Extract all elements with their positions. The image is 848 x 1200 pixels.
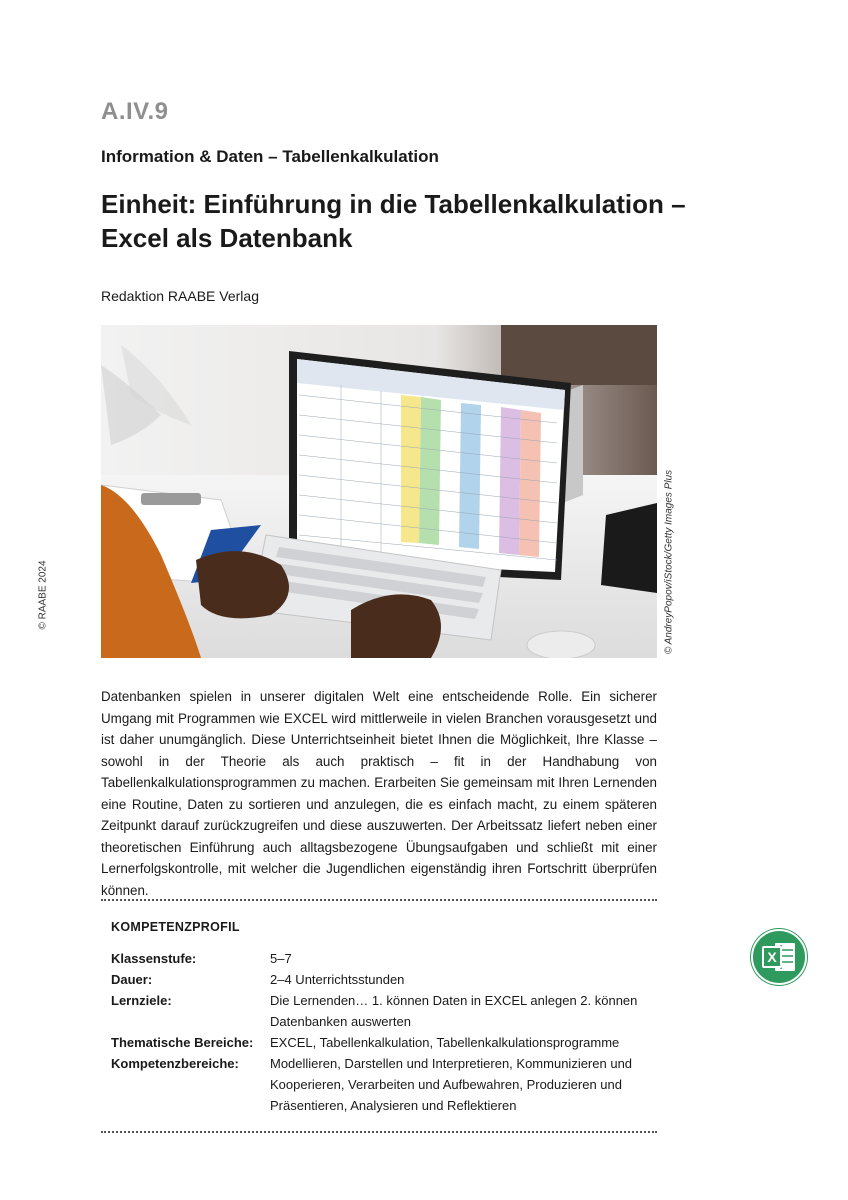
kompetenz-row (111, 1032, 657, 1053)
kompetenz-row (111, 969, 657, 990)
title-line-2: Excel als Datenbank (101, 223, 353, 253)
excel-icon-letter: X (767, 949, 777, 965)
kompetenz-label: Klassenstufe: (111, 951, 197, 966)
excel-badge (750, 928, 808, 986)
photo-credit-vertical: © AndreyPopov/iStock/Getty Images Plus (663, 469, 675, 655)
divider-top (101, 899, 657, 901)
kompetenz-label: Dauer: (111, 972, 153, 987)
kompetenz-value: EXCEL, Tabellenkalkulation, Tabellenkalkulationsprogramme (270, 1035, 620, 1050)
subject-heading: Information & Daten – Tabellenkalkulation (101, 147, 439, 166)
kompetenz-label: Thematische Bereiche: (111, 1035, 254, 1050)
kompetenz-value: 2–4 Unterrichtsstunden (270, 972, 405, 987)
divider-bottom (101, 1131, 657, 1133)
laptop-photo (101, 325, 657, 658)
excel-icon (750, 928, 808, 986)
kompetenz-label: Lernziele: (111, 993, 172, 1008)
kompetenz-value: Modellieren, Darstellen und Interpretieren, Kommunizieren und Kooperieren, Verarbeiten und Aufbewahren, Produzieren und Präsentieren, Analysieren und Reflektieren (270, 1056, 633, 1113)
kompetenz-value: 5–7 (270, 951, 292, 966)
kompetenz-label: Kompetenzbereiche: (111, 1056, 239, 1071)
kompetenz-value: Die Lernenden… 1. können Daten in EXCEL anlegen 2. können Datenbanken auswerten (270, 993, 638, 1029)
author: Redaktion RAABE Verlag (101, 288, 259, 304)
kompetenzprofil-heading: KOMPETENZPROFIL (111, 920, 240, 934)
page-title (101, 187, 701, 255)
unit-code: A.IV.9 (101, 98, 169, 125)
kompetenz-row (111, 990, 657, 1032)
title-line-1: Einheit: Einführung in die Tabellenkalkulation – (101, 189, 686, 219)
copyright-vertical: © RAABE 2024 (37, 560, 49, 630)
kompetenz-row (111, 1053, 657, 1116)
kompetenzprofil-table (111, 948, 657, 1116)
intro-paragraph: Datenbanken spielen in unserer digitalen Welt eine entscheidende Rolle. Ein sicherer Umgang mit Programmen wie EXCEL wird mittlerweile in vielen Branchen vorausgesetzt und ist daher unumgänglich. Diese Unterrichtseinheit bietet Ihnen die Möglichkeit, Ihre Klasse – sowohl in der Theorie als auch praktisch – fit in der Handhabung von Tabellenkalkulationsprogrammen zu machen. Erarbeiten Sie gemeinsam mit Ihren Lernenden eine Routine, Daten zu sortieren und anzulegen, die es einfach macht, zu einem späteren Zeitpunkt darauf zurückzugreifen und diese auszuwerten. Der Arbeitssatz liefert neben einer theoretischen Einführung auch alltagsbezogene Übungsaufgaben und schließt mit einer Lernerfolgskontrolle, mit welcher die Jugendlichen eigenständig ihren Fortschritt überprüfen können. (101, 689, 657, 898)
kompetenz-row (111, 948, 657, 969)
